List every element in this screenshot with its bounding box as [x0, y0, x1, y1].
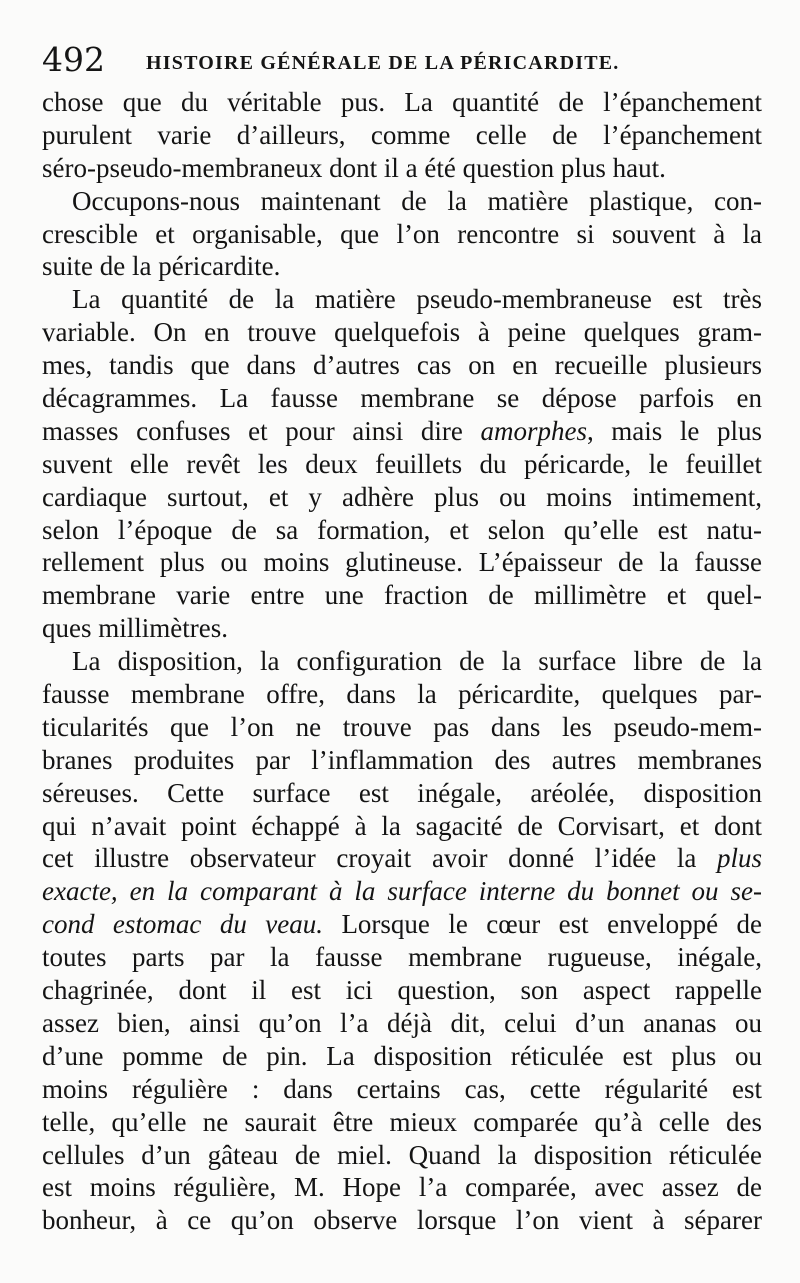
text-line: qui n’avait point échappé à la sagacité de Corvisart, et dont	[42, 810, 762, 841]
text-line: séro-pseudo-membraneux dont il a été question plus haut.	[42, 152, 666, 183]
text-line: fausse membrane offre, dans la péricardite, quelques par-	[42, 679, 762, 710]
text-line: bonheur, à ce qu’on observe lorsque l’on vient à séparer	[42, 1205, 762, 1236]
text-line: moins régulière : dans certains cas, cette régularité est	[42, 1073, 762, 1104]
text-line: chagrinée, dont il est ici question, son aspect rappelle	[42, 975, 762, 1006]
text-line: d’une pomme de pin. La disposition réticulée est plus ou	[42, 1040, 762, 1071]
body-text	[42, 86, 762, 1237]
text-line: suite de la péricardite.	[42, 251, 281, 282]
text-line: purulent varie d’ailleurs, comme celle de l’épanchement	[42, 119, 762, 150]
italic-term: amorphes	[480, 415, 587, 446]
text-fragment: , mais le plus	[586, 415, 762, 446]
text-fragment: masses confuses et pour ainsi dire	[42, 415, 481, 446]
text-line: telle, qu’elle ne saurait être mieux comparée qu’à celle des	[42, 1106, 762, 1137]
text-line: décagrammes. La fausse membrane se dépose parfois en	[42, 383, 762, 414]
text-line	[42, 842, 762, 875]
text-line: cardiaque surtout, et y adhère plus ou moins intimement,	[42, 481, 762, 512]
running-head: HISTOIRE GÉNÉRALE DE LA PÉRICARDITE.	[146, 52, 620, 74]
text-line: suvent elle revêt les deux feuillets du péricarde, le feuillet	[42, 448, 762, 479]
text-line: La quantité de la matière pseudo-membraneuse est très	[72, 284, 762, 315]
text-line: rellement plus ou moins glutineuse. L’épaisseur de la fausse	[42, 547, 762, 578]
text-line: séreuses. Cette surface est inégale, aréolée, disposition	[42, 777, 762, 808]
text-fragment: Lorsque le cœur est enveloppé de	[323, 909, 762, 940]
text-line: Occupons-nous maintenant de la matière plastique, con-	[72, 185, 762, 216]
text-line: La disposition, la configuration de la surface libre de la	[72, 646, 762, 677]
page-number: 492	[42, 40, 105, 79]
text-line: crescible et organisable, que l’on rencontre si souvent à la	[42, 218, 762, 249]
text-line	[42, 908, 762, 941]
text-line: selon l’époque de sa formation, et selon qu’elle est natu-	[42, 514, 762, 545]
text-line: membrane varie entre une fraction de millimètre et quel-	[42, 580, 762, 611]
text-line: ticularités que l’on ne trouve pas dans les pseudo-mem-	[42, 711, 762, 742]
text-line: ques millimètres.	[42, 613, 228, 644]
text-line: est moins régulière, M. Hope l’a comparée, avec assez de	[42, 1172, 762, 1203]
text-line	[42, 415, 762, 448]
page-header	[42, 40, 762, 84]
text-line: chose que du véritable pus. La quantité de l’épanchement	[42, 87, 762, 117]
text-line: branes produites par l’inflammation des autres membranes	[42, 744, 762, 775]
text-line-italic: exacte, en la comparant à la surface interne du bonnet ou se-	[42, 876, 762, 907]
text-line: variable. On en trouve quelquefois à peine quelques gram-	[42, 317, 762, 348]
italic-phrase: plus	[716, 843, 762, 874]
text-line: cellules d’un gâteau de miel. Quand la disposition réticulée	[42, 1139, 762, 1170]
text-line: toutes parts par la fausse membrane rugueuse, inégale,	[42, 942, 762, 973]
text-fragment: cet illustre observateur croyait avoir donné l’idée la	[42, 843, 717, 874]
italic-phrase: cond estomac du veau.	[42, 909, 323, 940]
text-line: assez bien, ainsi qu’on l’a déjà dit, celui d’un ananas ou	[42, 1007, 762, 1038]
text-line: mes, tandis que dans d’autres cas on en recueille plusieurs	[42, 350, 762, 381]
